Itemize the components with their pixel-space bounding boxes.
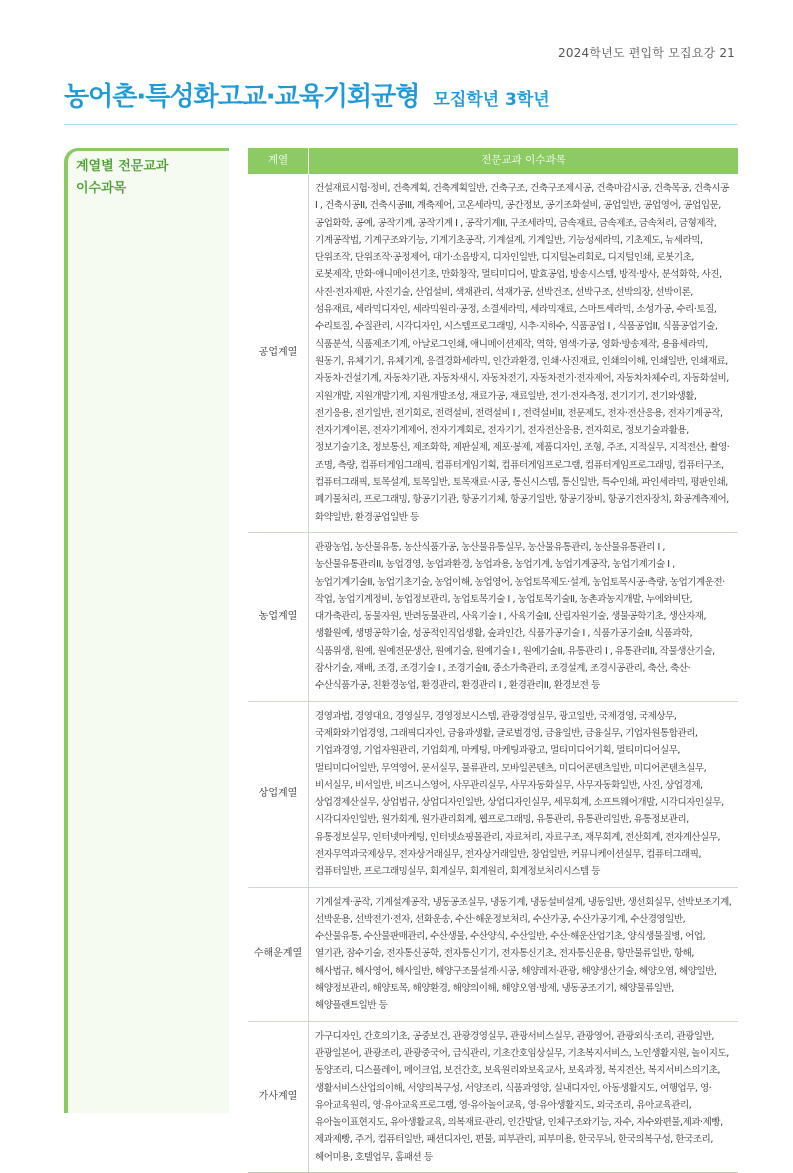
- page-title-sub: 모집학년 3학년: [433, 90, 550, 110]
- row-category: 가사계열: [248, 1021, 309, 1172]
- header-category: 계열: [248, 148, 309, 174]
- table-header-row: [248, 148, 738, 174]
- section-label-line1: 계열별 전문교과: [76, 159, 169, 174]
- running-header: 2024학년도 편입학 모집요강 21: [558, 46, 735, 60]
- row-courses: 경영과법, 경영대요, 경영실무, 경영정보시스템, 관광경영실무, 광고일반, 국제경영, 국제상무, 국제화와기업경영, 그래픽디자인, 금융과생활, 글로벌경영, 금융일반, 금융실무, 기업자원통합관리, 기업과경영, 기업자원관리, 기업회계, 마케팅, 마케팅과광고, 멀티미디어기획, 멀티미디어실무, 멀티미디어일반, 무역영어, 문서실무, 물류관리, 모바일콘텐츠, 미디어콘텐츠일반, 미디어콘텐츠실무, 비서실무, 비서일반, 비즈니스영어, 사무관리실무, 사무자동화실무, 사무자동화일반, 사진, 상업경제, 상업경제산실무, 상업법규, 상업디자인일반, 상업디자인실무, 세무회계, 소프트웨어개발, 시각디자인실무, 시각디자인일반, 원가회계, 원가관리회계, 웹프로그래밍, 유통관리, 유통관리일반, 유통정보관리, 유통정보실무, 인터넷마케팅, 인터넷쇼핑몰관리, 자료처리, 자료구조, 재무회계, 전산회계, 전자계산실무, 전자무역과국제상무, 전자상거래실무, 전자상거래일반, 창업일반, 커뮤니케이션실무, 컴퓨터그래픽, 컴퓨터일반, 프로그래밍실무, 회계실무, 회계원리, 회계정보처리시스템 등: [309, 701, 739, 887]
- row-category: 농업계열: [248, 532, 309, 701]
- table-row: [248, 1021, 738, 1172]
- row-category: 공업계열: [248, 174, 309, 532]
- section-label-line2: 이수과목: [76, 181, 127, 196]
- courses-table: [248, 148, 738, 1173]
- row-category: 상업계열: [248, 701, 309, 887]
- header-courses: 전문교과 이수과목: [309, 148, 739, 174]
- table-row: [248, 701, 738, 887]
- page-title: [64, 76, 550, 113]
- row-category: 수해운계열: [248, 887, 309, 1021]
- title-divider: [64, 124, 738, 125]
- row-courses: 기계설계·공작, 기계설계공작, 냉동공조실무, 냉동기계, 냉동설비설계, 냉동일반, 생선회실무, 선박보조기계, 선박운용, 선박전기·전자, 선화운송, 수산·해운정보처리, 수산가공, 수산가공기계, 수산경영일반, 수산물유통, 수산물판매관리, 수산생물, 수산양식, 수산일반, 수산·해운산업기초, 양식생물질병, 어업, 열기관, 잠수기술, 전자통신공학, 전자통신기기, 전자통신기초, 전자통신운용, 항만물류일반, 항해, 해사법규, 해사영어, 해사일반, 해양구조물설계·시공, 해양레저·관광, 해양생산기술, 해양오염, 해양일반, 해양정보관리, 해양토목, 해양환경, 해양의이해, 해양오염·방제, 냉동공조기기, 해양물류일반, 해양플랜트일반 등: [309, 887, 739, 1021]
- row-courses: 가구디자인, 간호의기초, 공중보건, 관광경영실무, 관광서비스실무, 관광영어, 관광외식·조리, 관광일반, 관광일본어, 관광조리, 관광중국어, 급식관리, 기초간호임상실무, 기초복지서비스, 노인생활지원, 놀이지도, 동양조리, 디스플레이, 메이크업, 보건간호, 보육원리와보육교사, 보육과정, 복지전산, 복지서비스의기초, 생활서비스산업의이해, 서양의복구성, 서양조리, 식품과영양, 실내디자인, 아동생활지도, 여행업무, 영·유아교육원리, 영·유아교육프로그램, 영·유아놀이교육, 영·유아생활지도, 외국조리, 유아교육관리, 유아놀이표현지도, 유아생활교육, 의복재료·관리, 인간발달, 인체구조와기능, 자수, 자수와편물,제과·제빵, 제과제빵, 주거, 컴퓨터일반, 패션디자인, 편물, 피부관리, 피부미용, 한국무늬, 한국의복구성, 한국조리, 헤어미용, 호텔업무, 홈패션 등: [309, 1021, 739, 1172]
- section-label: [76, 156, 168, 200]
- row-courses: 관광농업, 농산물유통, 농산식품가공, 농산물유통실무, 농산물유통관리, 농산물유통관리 I , 농산물유통관리II, 농업경영, 농업과환경, 농업과용, 농업기계, 농업기계공작, 농업기계기술 I , 농업기계기술II, 농업기초기술, 농업이해, 농업영어, 농업토목제도·설계, 농업토목시공·측량, 농업기계운전·작업, 농업기계정비, 농업정보관리, 농업토목기술 I , 농업토목기술II, 농촌과농지개발, 누에와비단, 대가축관리, 동물자원, 반려동물관리, 사육기술 I , 사육기술II, 산림자원기술, 생물공학기초, 생산자재, 생활원예, 생명공학기술, 성공적인직업생활, 숲과인간, 식품가공기술 I , 식품가공기술II, 식품과학, 식품위생, 원예, 원예전문생산, 원예기술, 원예기술 I , 원예기술II, 유통관리 I , 유통관리II, 작물생산기술, 잠사기술, 재배, 조경, 조경기술 I , 조경기술II, 중소가축관리, 조경설계, 조경시공관리, 축산, 축산·수산식품가공, 친환경농업, 환경관리, 환경관리 I , 환경관리II, 환경보전 등: [309, 532, 739, 701]
- table-row: [248, 532, 738, 701]
- table-row: [248, 887, 738, 1021]
- section-label-panel: [64, 148, 229, 1113]
- row-courses: 건설재료시험·정비, 건축계획, 건축계획일반, 건축구조, 건축구조제시공, 건축마감시공, 건축목공, 건축시공 I , 건축시공II, 건축시공III, 계축제어, 고온세라믹, 공간정보, 공기조화설비, 공업일반, 공업영어, 공업입문, 공업화학, 공예, 공작기계, 공작기계 I , 공작기계II, 구조세라믹, 금속재료, 금속제조, 금속처리, 금형제작, 기계공작법, 기계구조와기능, 기계기초공작, 기계설계, 기계일반, 기능성세라믹, 기초제도, 뉴세라믹, 단위조작, 단위조작·공정제어, 대기·소음방지, 디자인일반, 디지털논리회로, 디지털인쇄, 로봇기초, 로봇제작, 만화·애니메이션기초, 만화창작, 멀티미디어, 발효공업, 방송시스템, 방적·방사, 분석화학, 사진, 사진·전자제판, 사진기술, 산업설비, 색채관리, 석재가공, 선박건조, 선박구조, 선박의장, 선박이론, 섬유재료, 세라믹디자인, 세라믹원리·공정, 소결세라믹, 세라믹재료, 스마트세라믹, 소성가공, 수리·토질, 수리토질, 수질관리, 시각디자인, 시스템프로그래밍, 시추·지하수, 식품공업 I , 식품공업II, 식품공업기술, 식품분석, 식품제조기계, 아날로그인쇄, 애니메이션제작, 역학, 염색·가공, 영화·방송제작, 용융세라믹, 원동기, 유체기기, 유체기계, 응결경화세라믹, 인간과환경, 인쇄·사진재료, 인쇄의이해, 인쇄일반, 인쇄재료, 자동차·건설기계, 자동차기관, 자동차새시, 자동차전기, 자동차전기·전자제어, 자동차차체수리, 자동화설비, 지원개발, 지원개발기계, 지원개발조성, 재료가공, 재료일반, 전기·전자측정, 전기기기, 전기와생활, 전기응용, 전기일반, 전기회로, 전력설비, 전력설비 I , 전력설비II, 전문제도, 전자·전산응용, 전자기계공작, 전자기계이론, 전자기계제어, 전자기계회로, 전자기기, 전자전산응용, 전자회로, 정보기술과활용, 정보기술기초, 정보통신, 제조화학, 제판실제, 제포·봉제, 제품디자인, 조형, 주조, 지적실무, 지적전산, 촬영·조명, 측량, 컴퓨터게임그래픽, 컴퓨터게임기획, 컴퓨터게임프로그램, 컴퓨터게임프로그래밍, 컴퓨터구조, 컴퓨터그래픽, 토목설계, 토목일반, 토목재료·시공, 통신시스템, 통신일반, 특수인쇄, 파인세라믹, 평판인쇄, 폐기물처리, 프로그래밍, 항공기기관, 항공기기체, 항공기일반, 항공기장비, 항공기전자장치, 화공계측제어, 화약일반, 환경공업일반 등: [309, 174, 739, 532]
- page-title-main: 농어촌·특성화고교·교육기회균형: [64, 82, 420, 112]
- table-row: [248, 174, 738, 532]
